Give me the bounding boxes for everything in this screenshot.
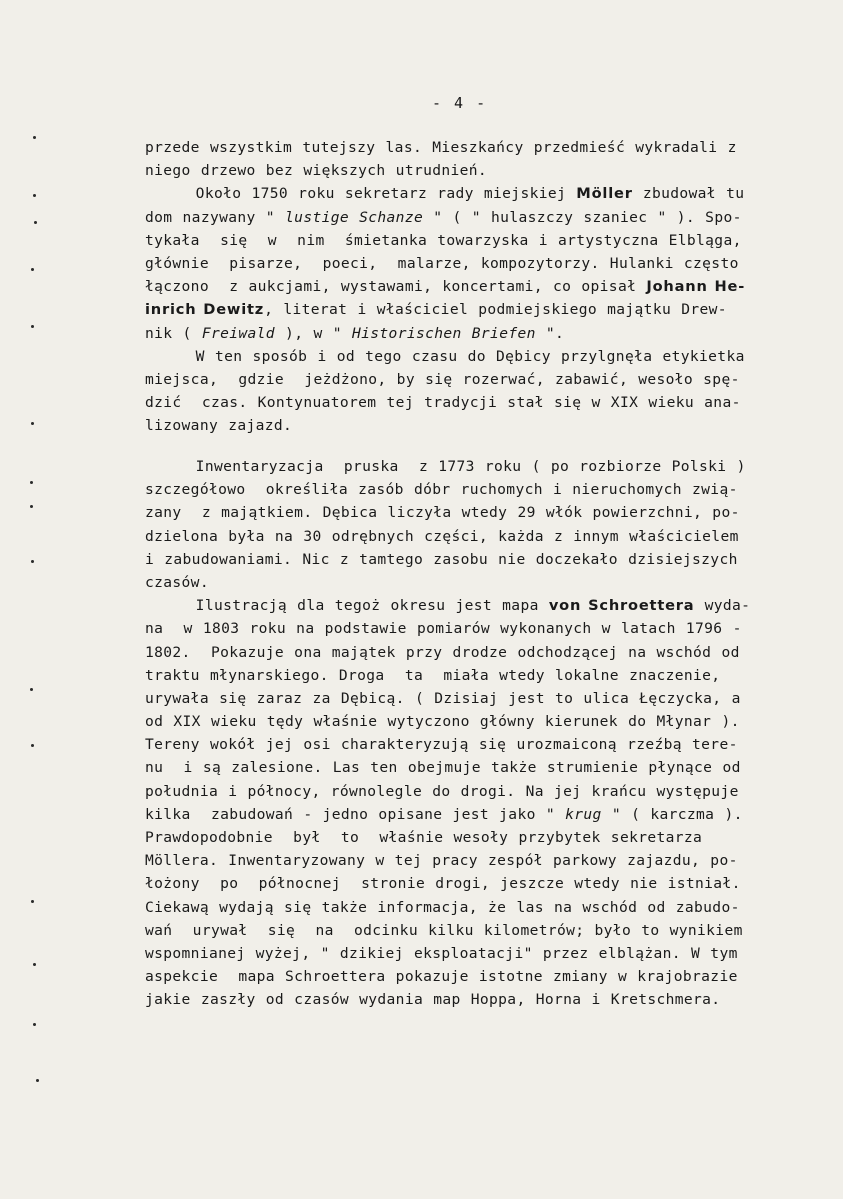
margin-speck (33, 194, 36, 197)
text-line (145, 368, 795, 391)
bold-name: von Schroettera (548, 597, 695, 615)
text-run: Ciekawą wydają się także informacja, że las na wschód od zabudo- (145, 898, 740, 916)
text-line (145, 710, 795, 733)
margin-speck (36, 1079, 39, 1082)
text-run: szczegółowo określiła zasób dóbr ruchomych i nieruchomych zwią- (145, 481, 738, 499)
text-line (145, 594, 795, 617)
text-run: " ( karczma ). (601, 805, 743, 823)
text-line (145, 896, 795, 919)
text-line (145, 159, 795, 182)
text-run: nu i są zalesione. Las ten obejmuje także strumienie płynące od (145, 759, 741, 777)
margin-speck (34, 221, 37, 224)
text-line (145, 826, 795, 849)
text-run: Prawdopodobnie był to właśnie wesoły przybytek sekretarza (145, 829, 703, 846)
text-run: niego drzewo bez większych utrudnień. (145, 162, 488, 180)
text-run: zany z majątkiem. Dębica liczyła wtedy 29 włók powierzchni, po- (145, 504, 740, 522)
margin-speck (30, 688, 33, 691)
text-line (145, 641, 795, 664)
text-run: ". (535, 324, 565, 342)
text-line (145, 687, 795, 710)
text-run: W ten sposób i od tego czasu do Dębicy przylgnęła etykietka (145, 347, 745, 365)
margin-speck (33, 963, 36, 966)
text-run: kilka zabudowań - jedno opisane jest jako " (145, 805, 566, 823)
text-line (145, 617, 795, 640)
text-run: dom nazywany " (145, 208, 286, 226)
text-run: przede wszystkim tutejszy las. Mieszkańcy przedmieść wykradali z (145, 139, 737, 156)
text-run: lizowany zajazd. (145, 417, 293, 435)
text-run: " ( " hulaszczy szaniec " ). Spo- (423, 208, 742, 226)
margin-speck (31, 744, 34, 747)
margin-speck (31, 900, 34, 903)
text-run: Około 1750 roku sekretarz rady miejskiej (145, 185, 577, 203)
text-run: wyda- (694, 597, 751, 615)
bold-name: inrich Dewitz (145, 301, 265, 319)
text-run: Tereny wokół jej osi charakteryzują się urozmaiconą rzeźbą tere- (145, 736, 738, 754)
text-run: łożony po północnej stronie drogi, jeszcze wtedy nie istniał. (145, 875, 741, 893)
text-line (145, 571, 795, 594)
text-run: aspekcie mapa Schroettera pokazuje istotne zmiany w krajobrazie (145, 968, 738, 986)
text-line (145, 206, 795, 229)
text-run: jakie zaszły od czasów wydania map Hoppa, Horna i Kretschmera. (145, 991, 721, 1009)
margin-speck (31, 325, 34, 328)
text-line (145, 391, 795, 414)
text-run: ), w " (274, 324, 353, 342)
text-line (145, 965, 795, 988)
text-run: dzielona była na 30 odrębnych części, każda z innym właścicielem (145, 527, 739, 545)
text-line (145, 756, 795, 779)
text-line (145, 548, 795, 571)
margin-speck (31, 560, 34, 563)
text-run: głównie pisarze, poeci, malarze, kompozytorzy. Hulanki często (145, 254, 739, 272)
text-run: miejsca, gdzie jeżdżono, by się rozerwać, zabawić, wesoło spę- (145, 370, 740, 388)
text-run: 1802. Pokazuje ona majątek przy drodze odchodzącej na wschód od (145, 643, 740, 661)
text-run: wspomnianej wyżej, " dzikiej eksploatacji" przez elblążan. W tym (145, 944, 738, 962)
text-line (145, 942, 795, 965)
text-run: Möllera. Inwentaryzowany w tej pracy zespół parkowy zajazdu, po- (145, 852, 738, 870)
paragraph-section-2 (145, 455, 795, 1012)
text-line (145, 501, 795, 524)
margin-speck (31, 268, 34, 271)
text-run: nik ( (145, 324, 202, 342)
text-line (145, 229, 795, 252)
text-line (145, 525, 795, 548)
italic-term: krug (565, 805, 602, 823)
text-line (145, 275, 795, 298)
text-run: od XIX wieku tędy właśnie wytyczono główny kierunek do Młynar ). (145, 713, 740, 731)
text-run: wań urywał się na odcinku kilku kilometrów; było to wynikiem (145, 921, 743, 939)
text-run: dzić czas. Kontynuatorem tej tradycji stał się w XIX wieku ana- (145, 394, 741, 412)
text-run: Inwentaryzacja pruska z 1773 roku ( po rozbiorze Polski ) (145, 458, 746, 475)
text-run: zbudował tu (632, 185, 745, 203)
text-line (145, 780, 795, 803)
margin-speck (30, 481, 33, 484)
text-line (145, 919, 795, 942)
text-line (145, 872, 795, 895)
bold-name: Johann He- (646, 278, 746, 296)
text-line (145, 733, 795, 756)
text-run: łączono z aukcjami, wystawami, koncertami, co opisał (145, 278, 647, 296)
text-run: , literat i właściciel podmiejskiego majątku Drew- (264, 301, 727, 319)
italic-term: Historischen Briefen (352, 324, 536, 342)
text-run: Ilustracją dla tegoż okresu jest mapa (145, 597, 549, 615)
text-line (145, 455, 795, 478)
paragraph-section-1 (145, 136, 795, 437)
text-run: południa i północy, równolegle do drogi. Na jej krańcu występuje (145, 782, 739, 800)
text-line (145, 345, 795, 368)
text-line (145, 182, 795, 205)
text-line (145, 252, 795, 275)
text-run: traktu młynarskiego. Droga ta miała wtedy lokalne znaczenie, (145, 666, 721, 684)
text-line (145, 849, 795, 872)
page-number: - 4 - (432, 94, 488, 112)
margin-speck (33, 136, 36, 139)
margin-speck (31, 422, 34, 425)
margin-speck (30, 505, 33, 508)
margin-speck (33, 1023, 36, 1026)
text-line (145, 988, 795, 1011)
text-line (145, 478, 795, 501)
italic-term: lustige Schanze (285, 208, 424, 226)
text-line (145, 664, 795, 687)
text-line (145, 298, 795, 321)
text-line (145, 136, 795, 159)
text-line (145, 414, 795, 437)
text-run: urywała się zaraz za Dębicą. ( Dzisiaj jest to ulica Łęczycka, a (145, 689, 741, 707)
text-run: na w 1803 roku na podstawie pomiarów wykonanych w latach 1796 - (145, 620, 742, 638)
text-line (145, 803, 795, 826)
bold-name: Möller (576, 185, 633, 203)
text-run: czasów. (145, 573, 209, 591)
text-line (145, 322, 795, 345)
text-run: i zabudowaniami. Nic z tamtego zasobu nie doczekało dzisiejszych (145, 550, 738, 568)
text-run: tykała się w nim śmietanka towarzyska i artystyczna Elbląga, (145, 231, 742, 249)
italic-term: Freiwald (201, 324, 275, 342)
